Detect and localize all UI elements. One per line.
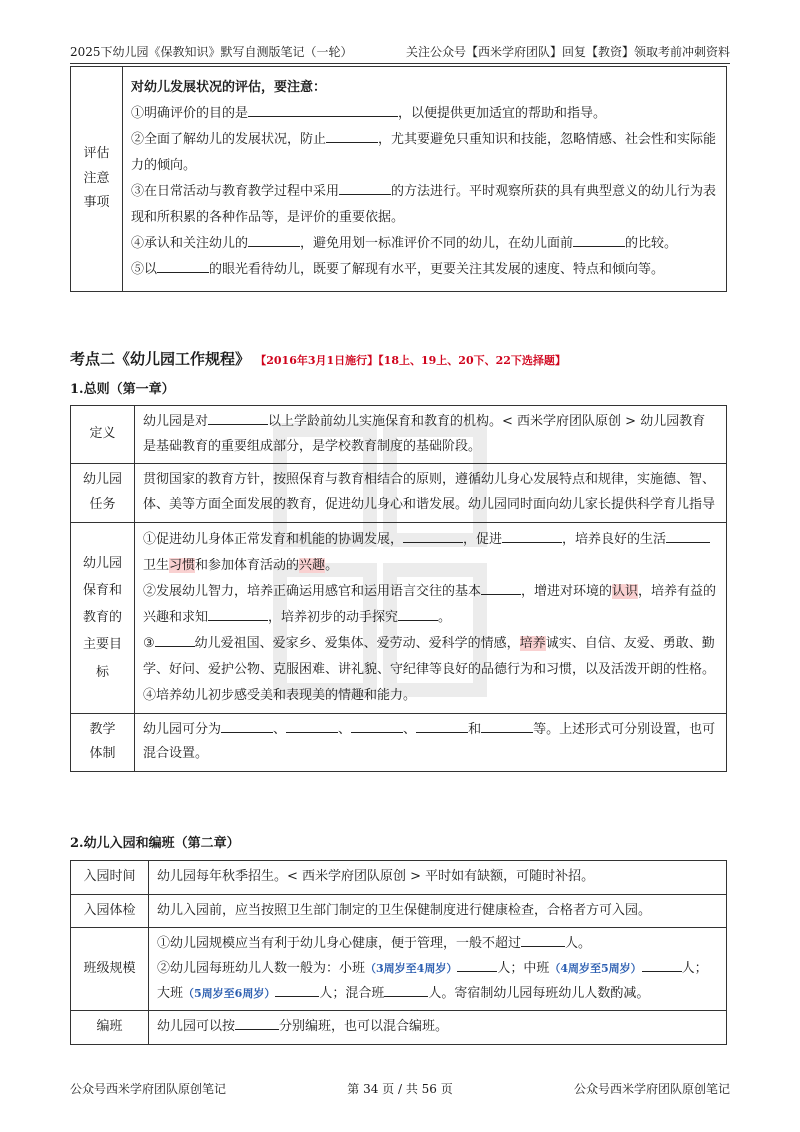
row-content: [149, 928, 727, 1011]
blank[interactable]: [502, 528, 562, 543]
goal-item-2: [143, 579, 718, 631]
row-content: [135, 406, 727, 464]
admission-table: [70, 860, 727, 1045]
blank[interactable]: [286, 718, 338, 733]
blank[interactable]: [326, 128, 378, 143]
class-size-item-3: [157, 982, 718, 1007]
text: ②全面了解幼儿的发展状况，防止: [131, 132, 327, 147]
blank[interactable]: [398, 606, 438, 621]
text: 。: [438, 609, 452, 625]
text: 诚实、自信、友爱、勇敢、勤学、好问、爱护公物、克服困难、讲礼貌、守纪律等良好的品德行为和习惯，以及活泼开朗的性格。: [143, 635, 716, 677]
table-row: [71, 713, 727, 771]
blank[interactable]: [403, 528, 463, 543]
text: 分别编班，也可以混合编班。: [279, 1019, 449, 1035]
class-size-item-2: [157, 957, 718, 982]
evaluation-item-1: [131, 101, 718, 127]
label-line: 教育的: [82, 610, 122, 626]
text: 和参加体育活动的: [195, 557, 300, 573]
label-line: 幼儿园: [82, 555, 122, 571]
text: ，培养良好的生活: [562, 531, 667, 547]
text: 。: [325, 557, 339, 573]
goal-item-3: [143, 631, 718, 683]
blank[interactable]: [642, 957, 682, 972]
text: ④承认和关注幼儿的: [131, 236, 249, 251]
age-note: （4周岁至5周岁）: [549, 962, 642, 976]
blank[interactable]: [457, 957, 497, 972]
row-content: [149, 1011, 727, 1045]
text: 的方法进行。平时观察所获的具有典型意义的幼儿行为表现和所积累的各种作品等，是评价的重要依据。: [131, 184, 717, 225]
evaluation-item-4: [131, 231, 718, 257]
blank[interactable]: [248, 102, 398, 117]
text: 以上学龄前幼儿实施保育和教育的机构。< 西米学府团队原创 > 幼儿园教育是基础教育的重要组成部分，是学校教育制度的基础阶段。: [143, 414, 706, 454]
separator: 、: [403, 721, 417, 737]
label-line: 标: [95, 664, 109, 680]
blank[interactable]: [275, 982, 319, 997]
text: ，增进对环境的: [521, 583, 613, 599]
row-label: [71, 464, 135, 522]
label-line: 幼儿园: [82, 472, 122, 488]
row-label: 入园时间: [71, 861, 149, 895]
text: 人；: [681, 961, 708, 977]
footer-right-text: 公众号西米学府团队原创笔记: [573, 1082, 730, 1096]
row-label: [71, 713, 135, 771]
section-note: 【2016年3月1日施行】【18上、19上、20下、22下选择题】: [255, 354, 566, 367]
blank[interactable]: [573, 232, 625, 247]
text: ②幼儿园每班幼儿人数一般为：小班: [157, 961, 366, 977]
table-row: [71, 861, 727, 895]
label-line: 任务: [89, 497, 116, 513]
blank[interactable]: [208, 606, 268, 621]
blank[interactable]: [384, 982, 428, 997]
blank[interactable]: [221, 718, 273, 733]
blank[interactable]: [481, 718, 533, 733]
blank[interactable]: [248, 232, 300, 247]
text: 人。: [565, 936, 592, 952]
footer-left-text: 公众号西米学府团队原创笔记: [70, 1082, 227, 1096]
text: 幼儿园可以按: [157, 1019, 236, 1035]
blank[interactable]: [666, 528, 710, 543]
blank[interactable]: [416, 718, 468, 733]
row-label: 定义: [71, 406, 135, 464]
row-label: 班级规模: [71, 928, 149, 1011]
label-line: 主要目: [82, 637, 122, 653]
page-header: [70, 38, 730, 64]
blank[interactable]: [351, 718, 403, 733]
table-row: [71, 928, 727, 1011]
highlight: 兴趣: [299, 557, 326, 573]
highlight: 习惯: [169, 557, 196, 573]
text: ⑤以: [131, 262, 158, 277]
evaluation-item-3: [131, 179, 718, 231]
text: ，避免用划一标准评价不同的幼儿，在幼儿面前: [300, 236, 574, 251]
text: 幼儿爱祖国、爱家乡、爱集体、爱劳动、爱科学的情感，: [194, 635, 520, 651]
page-number: 第 34 页 / 共 56 页: [347, 1082, 453, 1096]
evaluation-item-5: [131, 257, 718, 283]
text: 的眼光看待幼儿，既要了解现有水平，更要关注其发展的速度、特点和倾向等。: [209, 262, 665, 277]
age-note: （5周岁至6周岁）: [183, 986, 276, 1000]
blank[interactable]: [521, 932, 565, 947]
row-content: 幼儿入园前，应当按照卫生部门制定的卫生保健制度进行健康检查，合格者方可入园。: [149, 894, 727, 928]
blank[interactable]: [157, 258, 209, 273]
text: 人；中班: [497, 961, 550, 977]
text: ，培养有益的兴趣和求知: [143, 583, 717, 625]
blank[interactable]: [235, 1015, 279, 1030]
text: ，尤其要避免只重知识和技能，忽略情感、社会性和实际能力的倾向。: [131, 132, 717, 173]
table-row: [71, 894, 727, 928]
label-line: 事项: [83, 195, 110, 211]
text: ，以便提供更加适宜的帮助和指导。: [398, 106, 607, 121]
text: 等。上述形式可分别设置，也可混合设置。: [143, 721, 716, 762]
text: ②发展幼儿智力，培养正确运用感官和运用语言交往的基本: [143, 583, 482, 599]
section-title: [70, 348, 566, 369]
text: 人；混合班: [319, 985, 385, 1001]
table-row: [71, 522, 727, 713]
blank[interactable]: [155, 632, 195, 647]
text: 人。寄宿制幼儿园每班幼儿人数酌减。: [428, 985, 650, 1001]
label-line: 保育和: [82, 582, 122, 598]
text: ③在日常活动与教育教学过程中采用: [131, 184, 340, 199]
highlight: 认识: [612, 583, 639, 599]
row-content: [135, 522, 727, 713]
text: ①明确评价的目的是: [131, 106, 249, 121]
text: 卫生: [143, 557, 170, 573]
text: 大班: [157, 985, 184, 1001]
evaluation-item-2: [131, 127, 718, 179]
text: ③: [143, 635, 155, 651]
table-row: [71, 406, 727, 464]
highlight: 培养: [519, 635, 546, 651]
page-footer: [70, 1080, 730, 1097]
subsection-1-title: 1.总则（第一章）: [70, 382, 175, 397]
text: 幼儿园可分为: [143, 721, 222, 737]
age-note: （3周岁至4周岁）: [365, 962, 458, 976]
text: ①促进幼儿身体正常发育和机能的协调发展，: [143, 531, 404, 547]
row-content: 贯彻国家的教育方针，按照保育与教育相结合的原则，遵循幼儿身心发展特点和规律，实施德、智、体、美等方面全面发展的教育，促进幼儿身心和谐发展。幼儿园同时面向幼儿家长提供科学育儿指导: [135, 464, 727, 522]
separator: 、: [273, 721, 287, 737]
label-line: 教学: [89, 721, 116, 737]
header-right-text: 关注公众号【西米学府团队】回复【教资】领取考前冲刺资料: [405, 45, 730, 59]
label-line: 评估: [83, 145, 110, 161]
row-label: 入园体检: [71, 894, 149, 928]
text: 幼儿园是对: [143, 414, 209, 429]
evaluation-table: [70, 66, 727, 292]
text: ，培养初步的动手探究: [268, 609, 399, 625]
header-left-text: 2025下幼儿园《保教知识》默写自测版笔记（一轮）: [70, 45, 353, 59]
text: ①幼儿园规模应当有利于幼儿身心健康，便于管理，一般不超过: [157, 936, 522, 952]
blank[interactable]: [481, 580, 521, 595]
evaluation-heading: 对幼儿发展状况的评估，要注意：: [131, 80, 327, 95]
label-line: 注意: [83, 170, 110, 186]
class-size-item-1: [157, 932, 718, 957]
evaluation-label: [71, 67, 123, 292]
evaluation-content: [123, 67, 727, 292]
separator: 、: [338, 721, 352, 737]
text: ，促进: [463, 531, 503, 547]
blank[interactable]: [208, 410, 268, 425]
row-label: [71, 522, 135, 713]
text: 的比较。: [625, 236, 678, 251]
table-row: [71, 1011, 727, 1045]
blank[interactable]: [339, 180, 391, 195]
row-content: [135, 713, 727, 771]
table-row: [71, 464, 727, 522]
label-line: 体制: [89, 746, 116, 762]
section-title-text: 考点二《幼儿园工作规程》: [70, 350, 251, 368]
subsection-2-title: 2.幼儿入园和编班（第二章）: [70, 836, 240, 851]
row-content: 幼儿园每年秋季招生。< 西米学府团队原创 > 平时如有缺额，可随时补招。: [149, 861, 727, 895]
goal-item-4: ④培养幼儿初步感受美和表现美的情趣和能力。: [143, 687, 417, 703]
goal-item-1: [143, 527, 718, 579]
row-label: 编班: [71, 1011, 149, 1045]
text: 和: [468, 721, 482, 737]
general-provisions-table: [70, 405, 727, 772]
